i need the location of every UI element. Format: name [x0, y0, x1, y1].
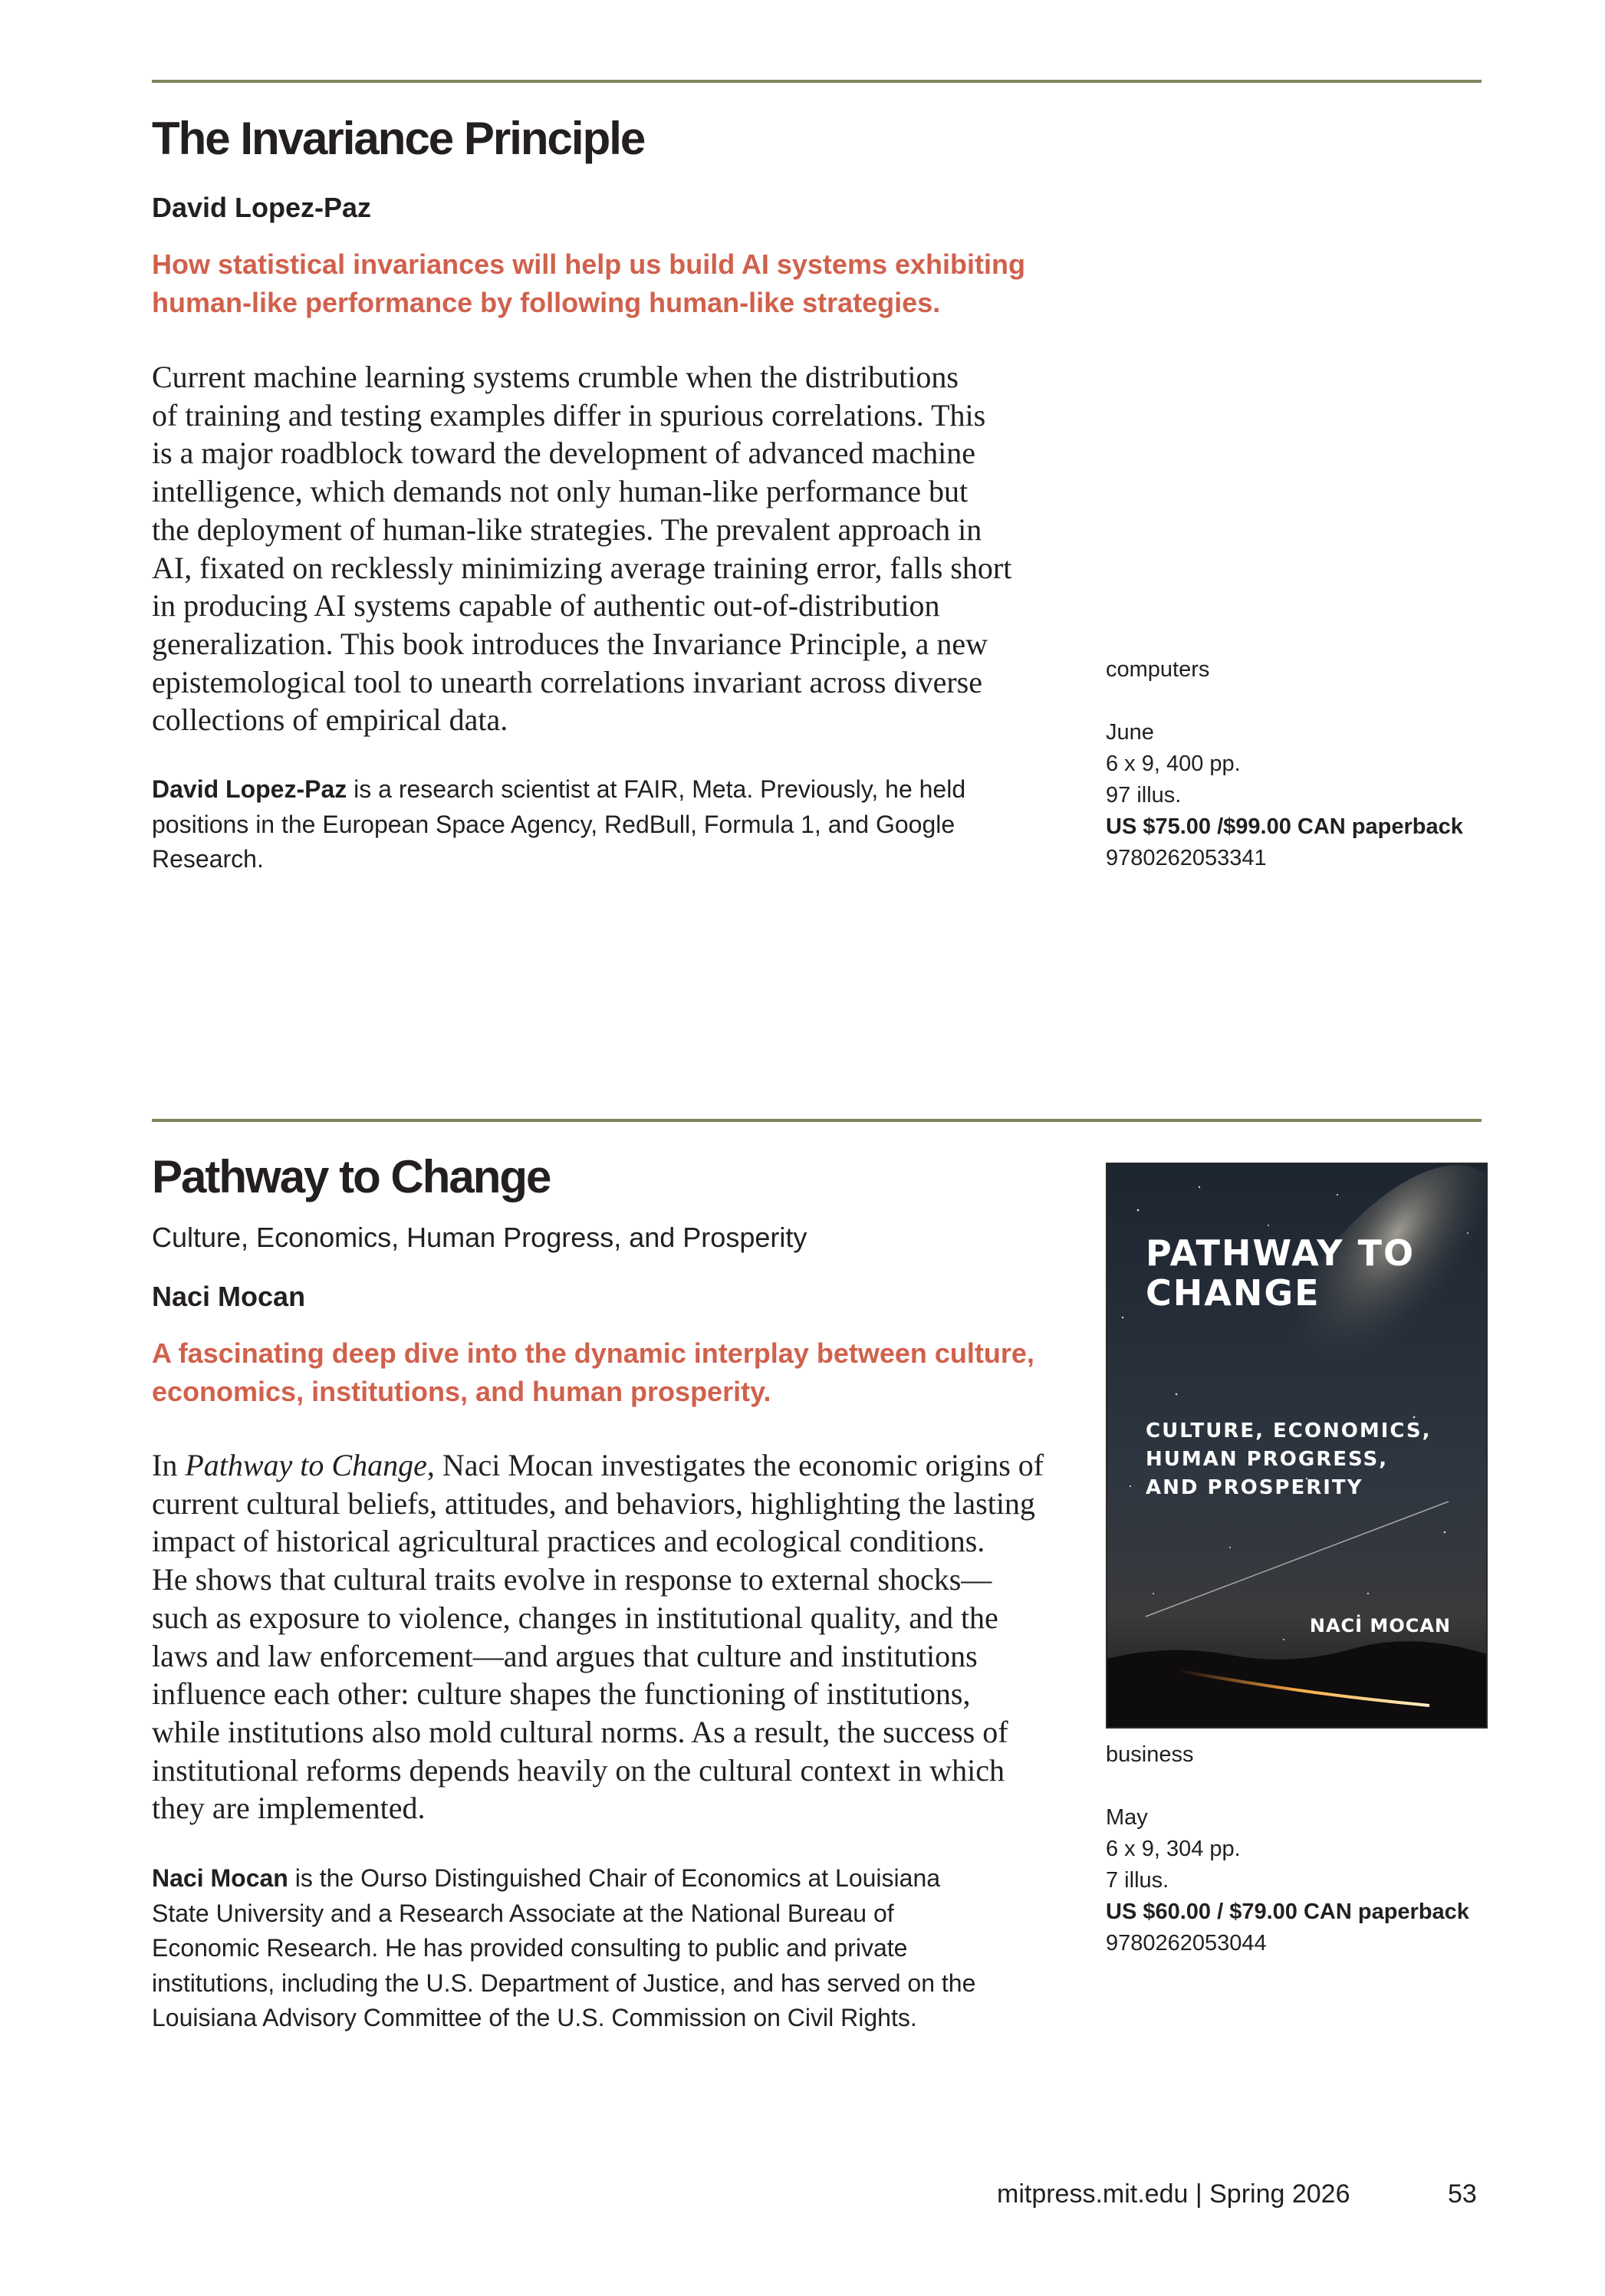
- book-title: Pathway to Change: [152, 1151, 551, 1202]
- description-line: such as exposure to violence, changes in institutional quality, and the: [152, 1600, 998, 1635]
- book-title-italic: Pathway to Change: [185, 1448, 427, 1482]
- description-line: intelligence, which demands not only human-like performance but: [152, 474, 969, 509]
- description-line: is a major roadblock toward the development of advanced machine: [152, 436, 976, 471]
- section-divider: [152, 1119, 1482, 1122]
- description-line: generalization. This book introduces the Invariance Principle, a new: [152, 626, 988, 661]
- illustrations-count: 7 illus.: [1106, 1868, 1169, 1893]
- description-line: AI, fixated on recklessly minimizing average training error, falls short: [152, 550, 1012, 585]
- book-price: US $60.00 / $79.00 CAN paperback: [1106, 1900, 1469, 1924]
- cover-subtitle-line: AND PROSPERITY: [1146, 1476, 1363, 1499]
- pub-month: June: [1106, 720, 1154, 745]
- description-line: current cultural beliefs, attitudes, and behaviors, highlighting the lasting: [152, 1485, 1035, 1521]
- description-line: [152, 1446, 1044, 1485]
- author-bio: [152, 772, 965, 877]
- bio-line: State University and a Research Associate at the National Bureau of: [152, 1899, 894, 1927]
- section-divider: [152, 80, 1482, 83]
- bio-text: is the Ourso Distinguished Chair of Economics at Louisiana: [288, 1864, 941, 1892]
- book-cover: [1106, 1163, 1488, 1729]
- footer-site-season: mitpress.mit.edu | Spring 2026: [997, 2179, 1350, 2209]
- description-line: He shows that cultural traits evolve in response to external shocks—: [152, 1562, 992, 1597]
- book-format: 6 x 9, 304 pp.: [1106, 1837, 1241, 1861]
- description-line: impact of historical agricultural practices and ecological conditions.: [152, 1524, 985, 1559]
- author-bio: [152, 1861, 975, 2036]
- description-line: Current machine learning systems crumble when the distributions: [152, 360, 959, 394]
- bio-line: positions in the European Space Agency, RedBull, Formula 1, and Google: [152, 810, 955, 838]
- description-line: in producing AI systems capable of authentic out-of-distribution: [152, 588, 940, 623]
- description-line: while institutions also mold cultural norms. As a result, the success of: [152, 1714, 1008, 1749]
- book-subtitle: Culture, Economics, Human Progress, and Prosperity: [152, 1222, 807, 1253]
- bio-line: Research.: [152, 845, 264, 873]
- book-price: US $75.00 /$99.00 CAN paperback: [1106, 814, 1463, 839]
- bio-author-name: Naci Mocan: [152, 1864, 288, 1892]
- book-isbn: 9780262053341: [1106, 846, 1267, 870]
- description-line: collections of empirical data.: [152, 702, 508, 738]
- bio-line: Economic Research. He has provided consulting to public and private: [152, 1934, 908, 1962]
- book-title: The Invariance Principle: [152, 113, 645, 164]
- tagline-line: human-like performance by following human-like strategies.: [152, 287, 941, 318]
- description-line: influence each other: culture shapes the functioning of institutions,: [152, 1676, 971, 1712]
- bio-line: [152, 1861, 975, 1896]
- cover-subtitle-line: HUMAN PROGRESS,: [1146, 1448, 1389, 1471]
- cover-title: [1146, 1233, 1415, 1313]
- description-line: of training and testing examples differ in spurious correlations. This: [152, 397, 986, 433]
- book-isbn: 9780262053044: [1106, 1931, 1267, 1956]
- cover-title-line: PATHWAY TO: [1146, 1232, 1416, 1274]
- book-author: David Lopez-Paz: [152, 192, 372, 223]
- description-line: institutional reforms depends heavily on the cultural context in which: [152, 1752, 1005, 1788]
- bio-line: institutions, including the U.S. Department of Justice, and has served on the: [152, 1969, 976, 1997]
- bio-line: [152, 772, 965, 808]
- cover-subtitle: [1146, 1417, 1432, 1502]
- tagline-line: How statistical invariances will help us build AI systems exhibiting: [152, 248, 1025, 280]
- description-text: In: [152, 1448, 186, 1482]
- book-category: computers: [1106, 657, 1210, 682]
- book-author: Naci Mocan: [152, 1281, 306, 1312]
- book-description: [152, 1446, 1044, 1827]
- description-text: , Naci Mocan investigates the economic origins of: [426, 1448, 1044, 1482]
- cover-subtitle-line: CULTURE, ECONOMICS,: [1146, 1419, 1432, 1442]
- page-number: 53: [1448, 2179, 1477, 2209]
- book-description: [152, 358, 1011, 739]
- book-format: 6 x 9, 400 pp.: [1106, 752, 1241, 776]
- pub-month: May: [1106, 1805, 1148, 1830]
- cover-title-line: CHANGE: [1146, 1272, 1321, 1314]
- book-details: [1106, 654, 1463, 874]
- book-tagline: [152, 1334, 1034, 1411]
- tagline-line: economics, institutions, and human prosperity.: [152, 1376, 771, 1407]
- bio-text: is a research scientist at FAIR, Meta. Previously, he held: [347, 775, 966, 803]
- book-tagline: [152, 245, 1025, 322]
- illustrations-count: 97 illus.: [1106, 783, 1182, 808]
- book-category: business: [1106, 1742, 1194, 1767]
- description-line: they are implemented.: [152, 1791, 426, 1826]
- tagline-line: A fascinating deep dive into the dynamic interplay between culture,: [152, 1337, 1034, 1369]
- book-details: [1106, 1739, 1469, 1959]
- cover-author: NACİ MOCAN: [1309, 1615, 1451, 1636]
- description-line: laws and law enforcement—and argues that culture and institutions: [152, 1638, 978, 1673]
- description-line: epistemological tool to unearth correlations invariant across diverse: [152, 664, 982, 699]
- bio-line: Louisiana Advisory Committee of the U.S. Commission on Civil Rights.: [152, 2004, 917, 2031]
- bio-author-name: David Lopez-Paz: [152, 775, 347, 803]
- description-line: the deployment of human-like strategies. The prevalent approach in: [152, 512, 982, 547]
